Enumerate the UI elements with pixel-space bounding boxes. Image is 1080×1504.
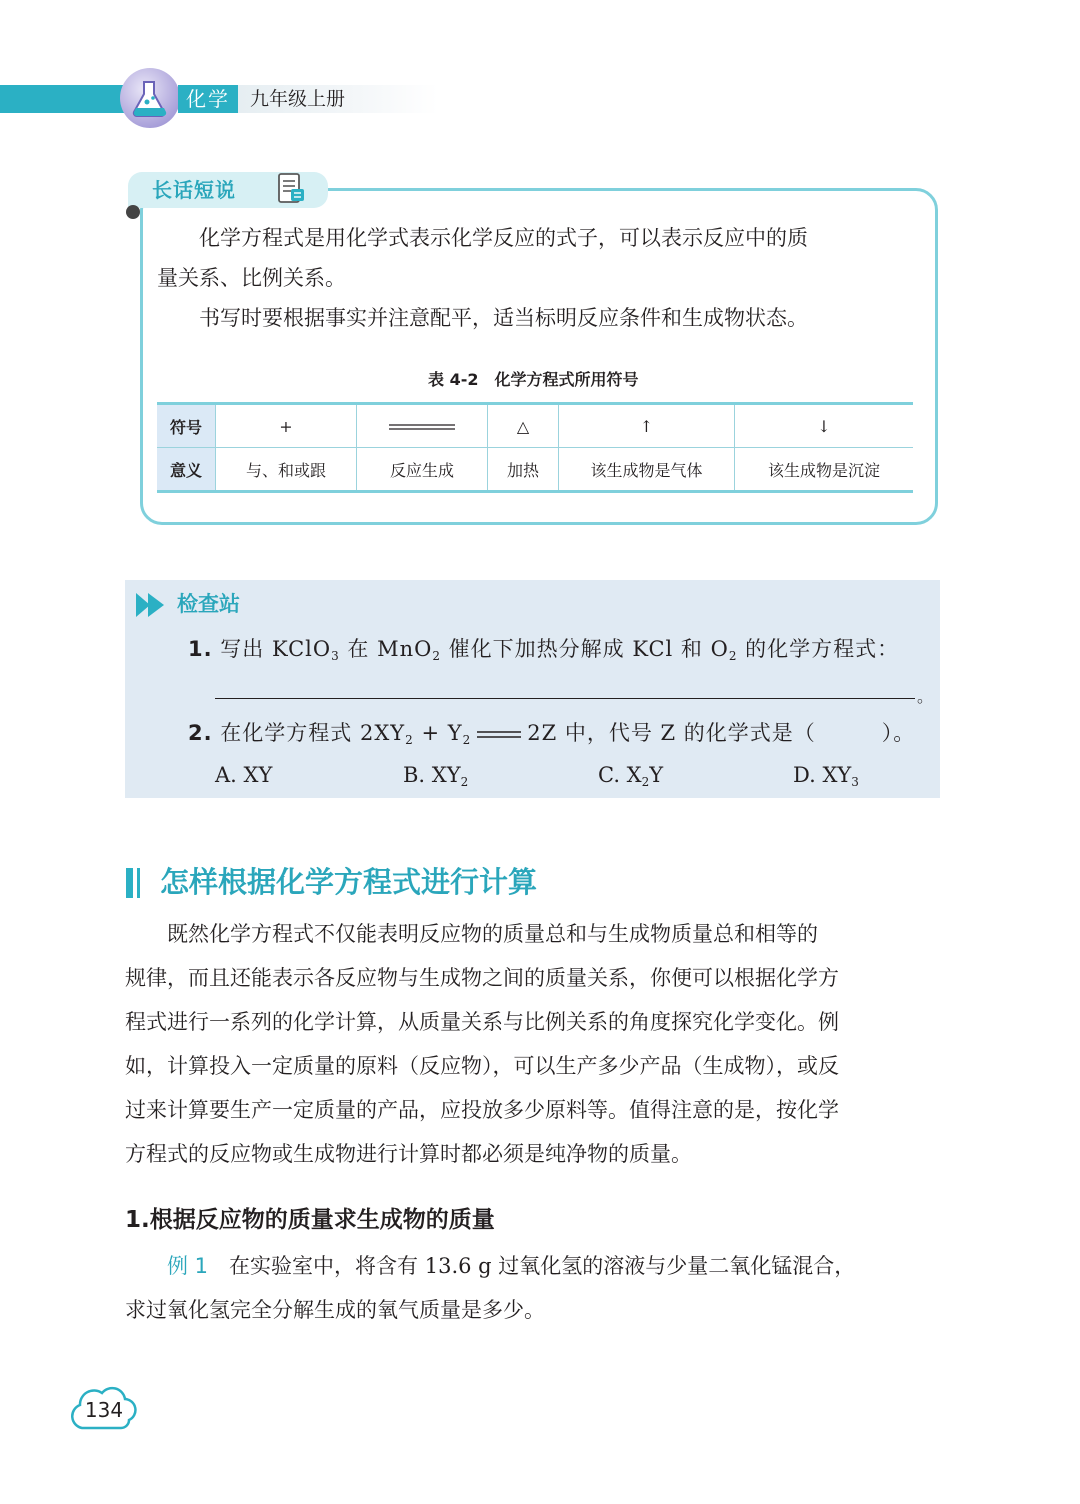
example-label: 例 1 bbox=[167, 1254, 209, 1278]
heading-bar-icon bbox=[126, 868, 133, 898]
summary-box-dot bbox=[126, 205, 140, 219]
symbol-table bbox=[157, 402, 913, 493]
paragraph-line: 如，计算投入一定质量的原料（反应物），可以生产多少产品（生成物），或反 bbox=[125, 1054, 839, 1078]
meaning-cell: 该生成物是沉淀 bbox=[735, 448, 914, 492]
paragraph-line: 过来计算要生产一定质量的产品，应投放多少原料等。值得注意的是，按化学 bbox=[125, 1098, 839, 1122]
header-book-title: 九年级上册 bbox=[250, 88, 346, 110]
example-1: 例 1 在实验室中，将含有 13.6 g 过氧化氢的溶液与少量二氧化锰混合， 求过氧化氢完全分解生成的氧气质量是多少。 bbox=[125, 1254, 856, 1322]
table-caption: 表 4-2 化学方程式所用符号 bbox=[428, 370, 639, 389]
summary-paragraph-2: 书写时要根据事实并注意配平，适当标明反应条件和生成物状态。 bbox=[199, 306, 808, 330]
reaction-equals-icon bbox=[475, 728, 523, 742]
symbol-down-arrow: ↓ bbox=[735, 404, 914, 448]
symbol-triangle: △ bbox=[488, 404, 559, 448]
table-header-meaning: 意义 bbox=[157, 448, 216, 492]
subsection-heading: 1.根据反应物的质量求生成物的质量 bbox=[125, 1207, 495, 1233]
paragraph-line: 规律，而且还能表示各反应物与生成物之间的质量关系，你便可以根据化学方 bbox=[125, 966, 839, 990]
option-a: A. XY bbox=[215, 763, 273, 787]
paragraph-line: 既然化学方程式不仅能表明反应物的质量总和与生成物质量总和相等的 bbox=[125, 922, 818, 946]
question-1: 1. 写出 KClO$_3$ 在 MnO$_2$ 催化下加热分解成 KCl 和 $O_2$ 的化学方程式： bbox=[188, 637, 900, 663]
option-c: C. $X_2Y$ bbox=[598, 763, 664, 789]
section-paragraph bbox=[125, 912, 940, 1176]
option-b: B. $XY_2$ bbox=[403, 763, 469, 789]
meaning-cell: 该生成物是气体 bbox=[559, 448, 735, 492]
equals-sign-icon bbox=[387, 422, 457, 432]
flask-logo-icon bbox=[120, 68, 180, 128]
page-number: 134 bbox=[84, 1398, 124, 1422]
option-d: D. $XY_3$ bbox=[793, 763, 859, 789]
section-heading: 怎样根据化学方程式进行计算 bbox=[160, 865, 538, 899]
symbol-equals bbox=[357, 404, 488, 448]
table-row-meanings bbox=[157, 448, 913, 492]
symbol-up-arrow: ↑ bbox=[559, 404, 735, 448]
question-2: 2. 在化学方程式 $2XY_2 + Y_2$ 2Z 中，代号 Z 的化学式是（ ）。 bbox=[188, 721, 916, 747]
answer-blank-line bbox=[215, 698, 915, 699]
meaning-cell: 与、和或跟 bbox=[216, 448, 357, 492]
summary-paragraph-1: 化学方程式是用化学式表示化学反应的式子，可以表示反应中的质 量关系、比例关系。 bbox=[157, 226, 808, 290]
header-subject: 化学 bbox=[178, 85, 238, 113]
table-row-symbols bbox=[157, 404, 913, 448]
play-arrows-icon bbox=[136, 592, 170, 622]
heading-bar-thin bbox=[137, 868, 140, 898]
answer-blank-period: 。 bbox=[917, 687, 934, 706]
paragraph-line: 程式进行一系列的化学计算，从质量关系与比例关系的角度探究化学变化。例 bbox=[125, 1010, 839, 1034]
summary-box-title: 长话短说 bbox=[152, 178, 236, 202]
check-station-title: 检查站 bbox=[177, 592, 240, 616]
symbol-plus: + bbox=[216, 404, 357, 448]
table-header-symbol: 符号 bbox=[157, 404, 216, 448]
paragraph-line: 方程式的反应物或生成物进行计算时都必须是纯净物的质量。 bbox=[125, 1142, 692, 1166]
meaning-cell: 加热 bbox=[488, 448, 559, 492]
meaning-cell: 反应生成 bbox=[357, 448, 488, 492]
notebook-icon bbox=[276, 172, 306, 210]
